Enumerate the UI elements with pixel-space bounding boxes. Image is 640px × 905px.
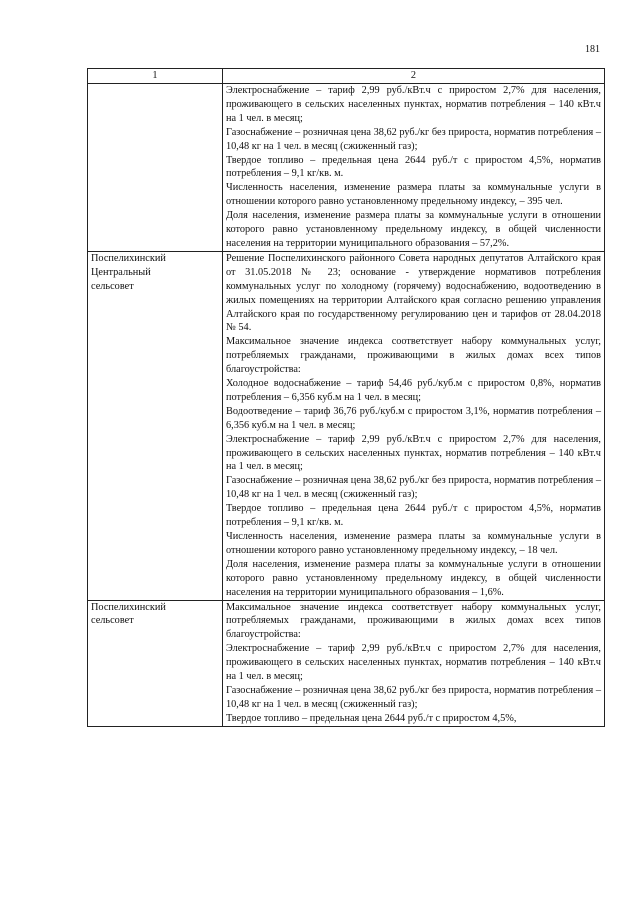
paragraph: Численность населения, изменение размера платы за коммунальные услуги в отношении которого равно установленному предельному индексу, – 18 чел. [226, 531, 601, 556]
paragraph: Решение Поспелихинского районного Совета народных депутатов Алтайского края от 31.05.2018 № 23; основание - утверждение нормативов потребления коммунальных услуг по холодному (горячему) водоснабжению, водоотведению в жилых помещениях на территории Алтайского края согласно решению управления Алтайского края по государственному регулированию цен и тарифов от 28.04.2018 № 54. [226, 252, 601, 334]
paragraph: Газоснабжение – розничная цена 38,62 руб./кг без прироста, норматив потребления – 10,48 кг на 1 чел. в месяц (сжиженный газ); [226, 684, 601, 710]
table-row [88, 84, 605, 252]
paragraph: Газоснабжение – розничная цена 38,62 руб./кг без прироста, норматив потребления – 10,48 кг на 1 чел. в месяц (сжиженный газ); [226, 126, 601, 152]
table-header-row [88, 69, 605, 84]
paragraph: Численность населения, изменение размера платы за коммунальные услуги в отношении которого равно установленному предельному индексу, – 395 чел. [226, 182, 601, 208]
municipality-cell: Поспелихинский сельсовет [88, 600, 223, 726]
paragraph: Электроснабжение – тариф 2,99 руб./кВт.ч с приростом 2,7% для населения, проживающего в сельских населенных пунктах, норматив потребления – 140 кВт.ч на 1 чел. в месяц; [226, 643, 601, 683]
paragraph: Доля населения, изменение размера платы за коммунальные услуги в отношении которого равно установленному предельному индексу, в общей численности населения на территории муниципального образования – 57,2%. [226, 210, 601, 249]
details-cell [223, 251, 605, 600]
paragraph: Твердое топливо – предельная цена 2644 руб./т с приростом 4,5%, норматив потребления – 9,1 кг/кв. м. [226, 154, 601, 180]
paragraph: Твердое топливо – предельная цена 2644 руб./т с приростом 4,5%, [226, 712, 517, 724]
paragraph: Электроснабжение – тариф 2,99 руб./кВт.ч с приростом 2,7% для населения, проживающего в сельских населенных пунктах, норматив потребления – 140 кВт.ч на 1 чел. в месяц; [226, 433, 601, 473]
paragraph: Электроснабжение – тариф 2,99 руб./кВт.ч с приростом 2,7% для населения, проживающего в сельских населенных пунктах, норматив потребления – 140 кВт.ч на 1 чел. в месяц; [226, 85, 601, 124]
details-cell [223, 600, 605, 726]
table-row [88, 251, 605, 600]
paragraph: Газоснабжение – розничная цена 38,62 руб./кг без прироста, норматив потребления – 10,48 кг на 1 чел. в месяц (сжиженный газ); [226, 475, 601, 501]
municipality-cell: Поспелихинский Центральный сельсовет [88, 251, 223, 600]
tariff-table [87, 68, 605, 727]
paragraph: Водоотведение – тариф 36,76 руб./куб.м с приростом 3,1%, норматив потребления – 6,356 куб.м на 1 чел. в месяц; [226, 405, 601, 431]
column-header-1: 1 [88, 69, 223, 84]
paragraph: Доля населения, изменение размера платы за коммунальные услуги в отношении которого равно установленному предельному индексу, в общей численности населения на территории муниципального образования – 1,6%. [226, 558, 601, 598]
municipality-cell [88, 84, 223, 252]
paragraph: Холодное водоснабжение – тариф 54,46 руб./куб.м с приростом 0,8%, норматив потребления – 6,356 куб.м на 1 чел. в месяц; [226, 378, 601, 403]
column-header-2: 2 [223, 69, 605, 84]
details-cell [223, 84, 605, 252]
paragraph: Максимальное значение индекса соответствует набору коммунальных услуг, потребляемых гражданами, проживающими в жилых домах всех типов благоустройства: [226, 336, 601, 376]
paragraph: Максимальное значение индекса соответствует набору коммунальных услуг, потребляемых гражданами, проживающими в жилых домах всех типов благоустройства: [226, 601, 601, 641]
paragraph: Твердое топливо – предельная цена 2644 руб./т с приростом 4,5%, норматив потребления – 9,1 кг/кв. м. [226, 503, 601, 529]
table-row [88, 600, 605, 726]
page-number: 181 [585, 44, 600, 55]
